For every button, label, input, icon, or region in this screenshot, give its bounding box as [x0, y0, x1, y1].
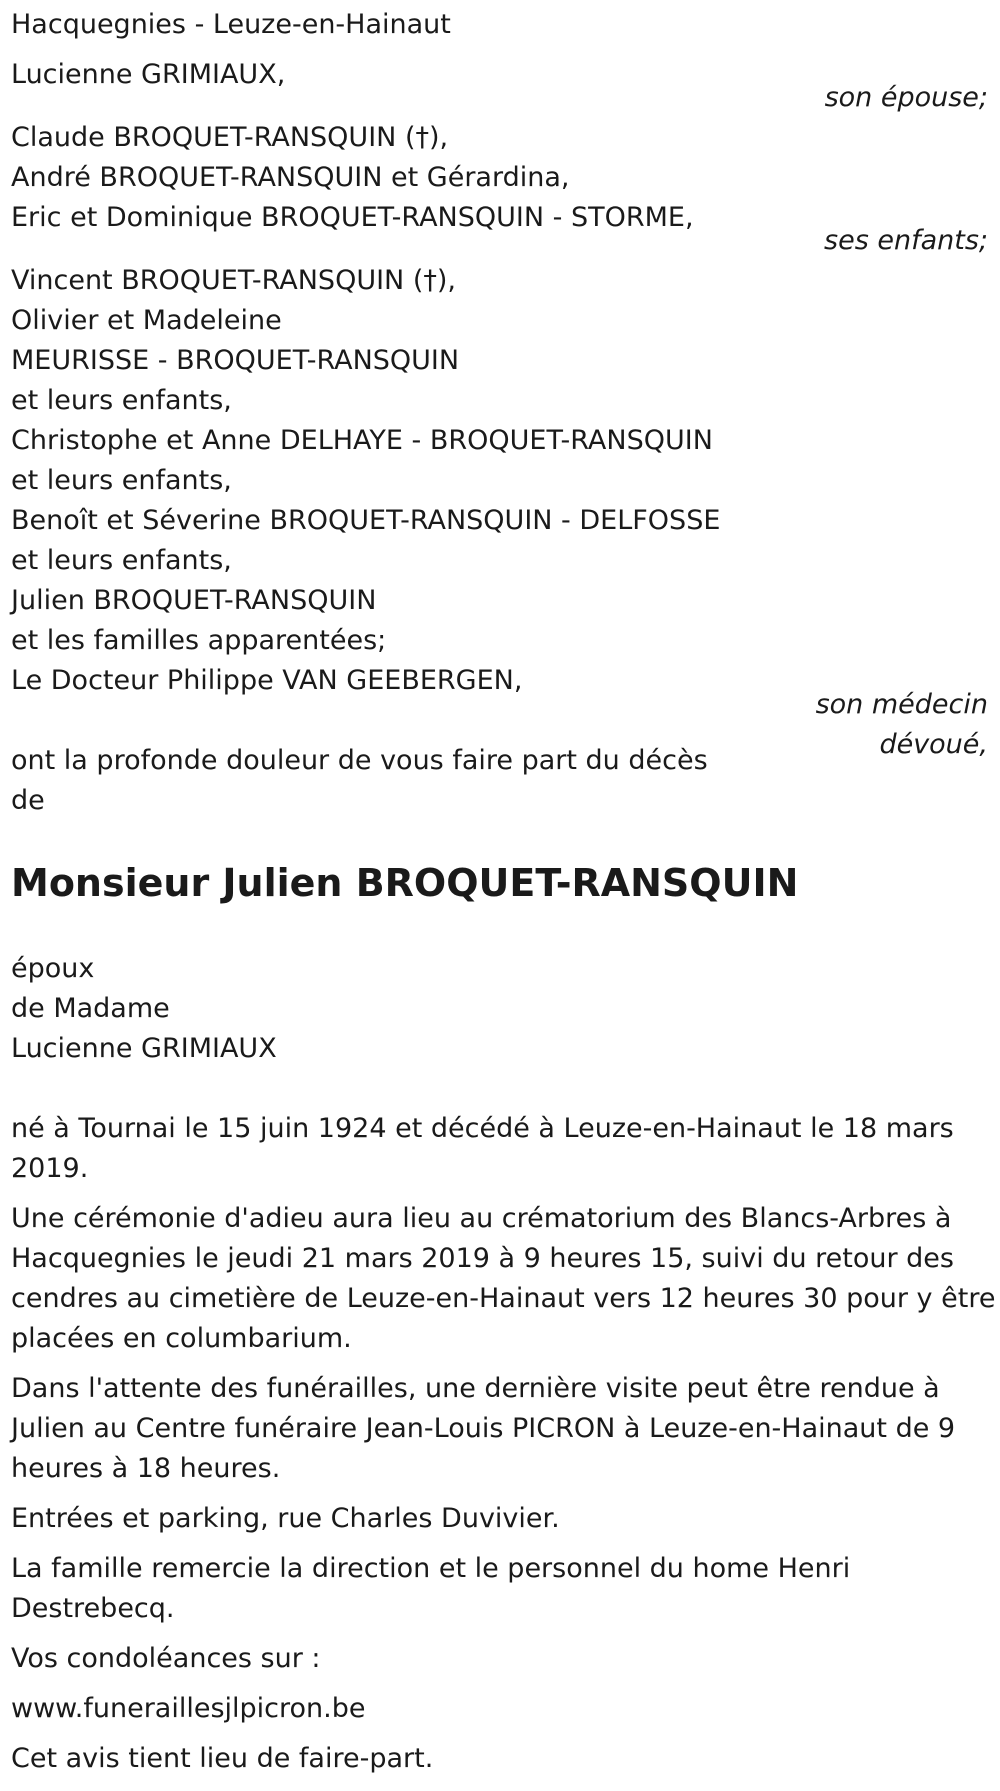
- relation-line: Lucienne GRIMIAUX: [11, 1033, 277, 1064]
- grandchild-line: et leurs enfants,: [11, 385, 232, 416]
- doctor-line: Le Docteur Philippe VAN GEEBERGEN,: [11, 665, 523, 696]
- grandchild-line: Vincent BROQUET-RANSQUIN (†),: [11, 265, 456, 296]
- grandchild-line: et leurs enfants,: [11, 465, 232, 496]
- spouse-name: Lucienne GRIMIAUX,: [11, 59, 286, 90]
- grandchild-line: et leurs enfants,: [11, 545, 232, 576]
- visit-line: heures à 18 heures.: [11, 1453, 281, 1484]
- birth-death-line: né à Tournai le 15 juin 1924 et décédé à Leuze-en-Hainaut le 18 mars: [11, 1113, 954, 1144]
- visit-line: Dans l'attente des funérailles, une dernière visite peut être rendue à: [11, 1373, 940, 1404]
- location-header: Hacquegnies - Leuze-en-Hainaut: [11, 9, 451, 40]
- ceremony-line: Une cérémonie d'adieu aura lieu au crématorium des Blancs-Arbres à: [11, 1203, 952, 1234]
- thanks-line: La famille remercie la direction et le personnel du home Henri: [11, 1553, 851, 1584]
- doctor-role: dévoué,: [879, 729, 988, 760]
- grandchild-line: Christophe et Anne DELHAYE - BROQUET-RANSQUIN: [11, 425, 713, 456]
- child-line: Claude BROQUET-RANSQUIN (†),: [11, 122, 449, 153]
- announcement-line: de: [11, 785, 45, 816]
- child-line: Eric et Dominique BROQUET-RANSQUIN - STORME,: [11, 202, 694, 233]
- children-role: ses enfants;: [824, 225, 988, 256]
- deceased-name: Monsieur Julien BROQUET-RANSQUIN: [11, 861, 799, 905]
- website-link[interactable]: www.funeraillesjlpicron.be: [11, 1693, 366, 1724]
- ceremony-line: placées en columbarium.: [11, 1323, 352, 1354]
- announcement-line: ont la profonde douleur de vous faire part du décès: [11, 745, 708, 776]
- grandchild-line: Olivier et Madeleine: [11, 305, 282, 336]
- grandchild-line: Julien BROQUET-RANSQUIN: [11, 585, 377, 616]
- grandchild-line: et les familles apparentées;: [11, 625, 387, 656]
- birth-death-line: 2019.: [11, 1153, 89, 1184]
- notice-line: Cet avis tient lieu de faire-part.: [11, 1743, 434, 1774]
- relation-line: époux: [11, 953, 95, 984]
- parking-line: Entrées et parking, rue Charles Duvivier.: [11, 1503, 560, 1534]
- grandchild-line: Benoît et Séverine BROQUET-RANSQUIN - DELFOSSE: [11, 505, 721, 536]
- condolences-label: Vos condoléances sur :: [11, 1643, 321, 1674]
- thanks-line: Destrebecq.: [11, 1593, 175, 1624]
- ceremony-line: Hacquegnies le jeudi 21 mars 2019 à 9 heures 15, suivi du retour des: [11, 1243, 954, 1274]
- visit-line: Julien au Centre funéraire Jean-Louis PICRON à Leuze-en-Hainaut de 9: [11, 1413, 956, 1444]
- doctor-role: son médecin: [815, 689, 988, 720]
- relation-line: de Madame: [11, 993, 170, 1024]
- child-line: André BROQUET-RANSQUIN et Gérardina,: [11, 162, 570, 193]
- spouse-role: son épouse;: [824, 82, 988, 113]
- grandchild-line: MEURISSE - BROQUET-RANSQUIN: [11, 345, 460, 376]
- ceremony-line: cendres au cimetière de Leuze-en-Hainaut vers 12 heures 30 pour y être: [11, 1283, 996, 1314]
